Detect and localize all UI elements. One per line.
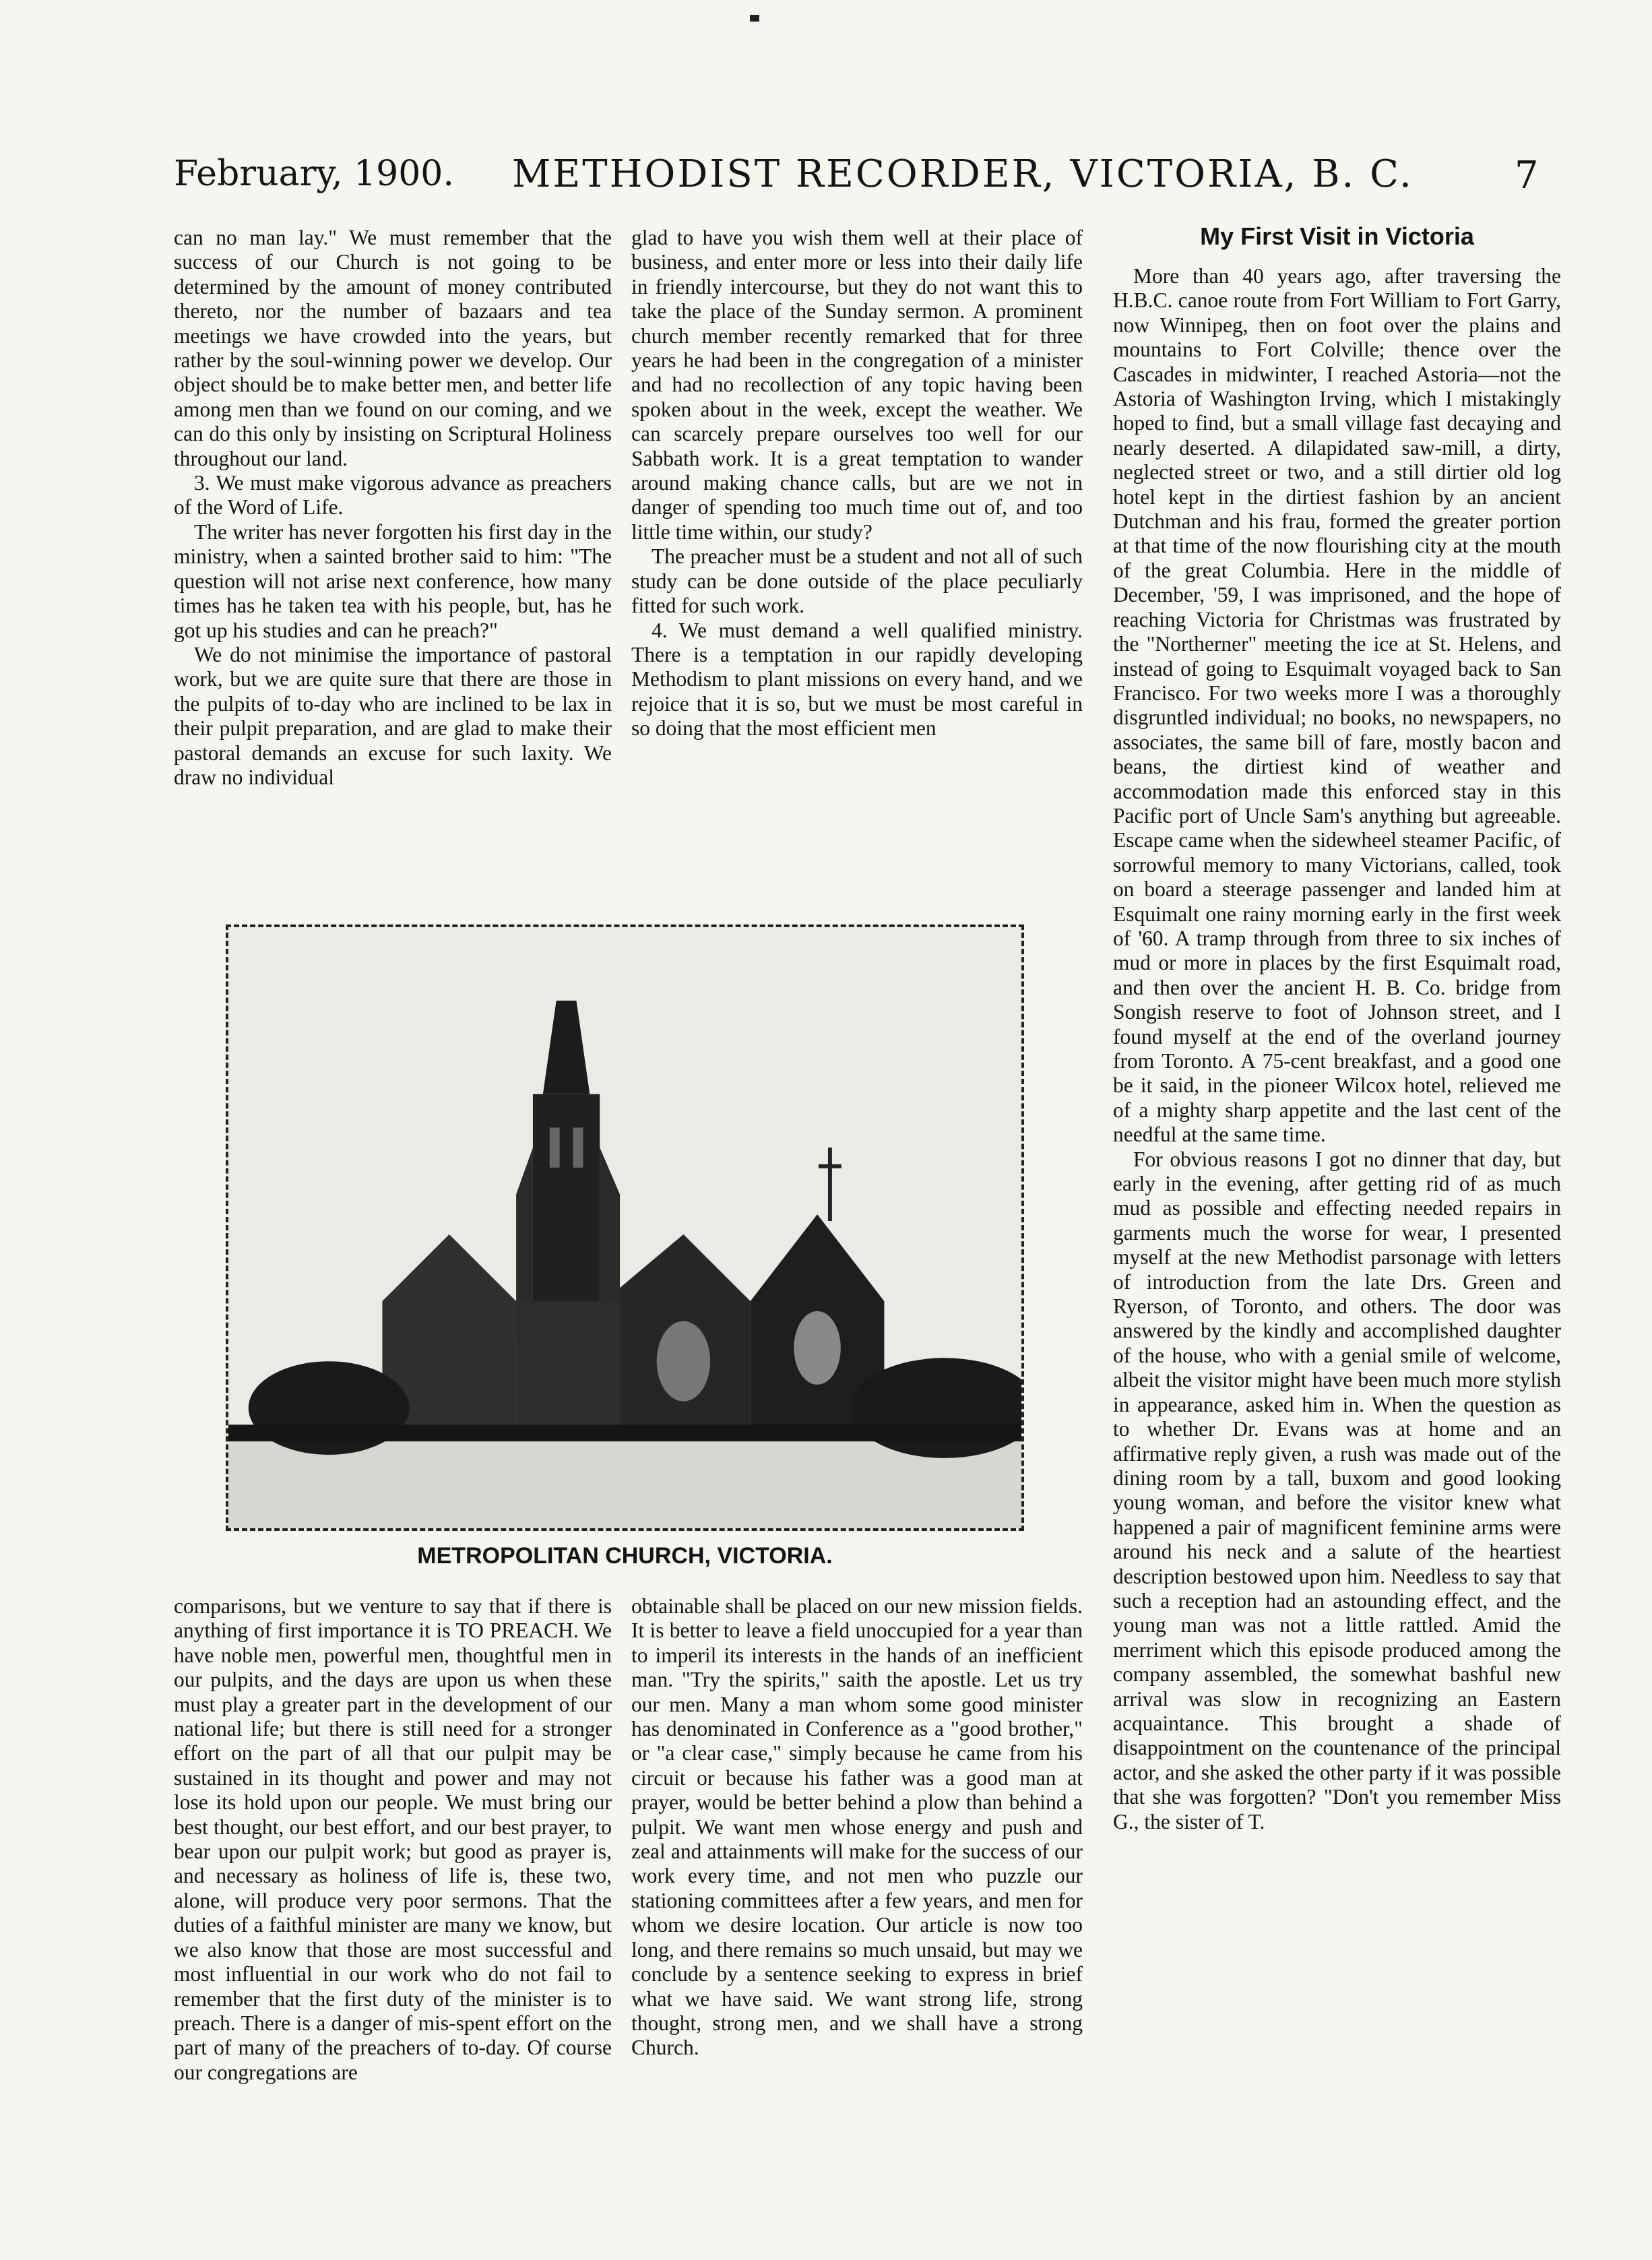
church-illustration bbox=[228, 927, 1021, 1528]
paragraph: 4. We must demand a well qualified ministry. There is a temptation in our rapidly developing Methodism to plant missions on every hand, and we rejoice that it is so, but we must be most careful in so doing that the most efficient men bbox=[631, 618, 1083, 741]
column-2-bottom bbox=[631, 1594, 1083, 2228]
church-photograph bbox=[226, 924, 1024, 1531]
column-2-top bbox=[631, 226, 1083, 889]
paragraph: glad to have you wish them well at their place of business, and enter more or less into their daily life in friendly intercourse, but they do not want this to take the place of the Sunday sermon. A prominent church member recently remarked that for three years he had been in the congregation of a minister and had no recollection of any topic having been spoken about in the week, except the weather. We can scarcely prepare ourselves too well for our Sabbath work. It is a great temptation to wander around making chance calls, but are we not in danger of spending too much time out of, and too little time within, our study? bbox=[631, 226, 1083, 544]
paragraph: For obvious reasons I got no dinner that day, but early in the evening, after getting rid of as much mud as possible and effecting needed repairs in garments much the worse for wear, I presented myself at the new Methodist parsonage with letters of introduction from the late Drs. Green and Ryerson, of Toronto, and others. The door was answered by the kindly and accomplished daughter of the house, who with a genial smile of welcome, albeit the visitor might have been much more stylish in appearance, asked him in. When the question as to whether Dr. Evans was at home and an affirmative reply given, a rush was made out of the dining room by a tall, buxom and good looking young woman, and before the visitor knew what happened a pair of magnificent feminine arms were around his neck and a salute of the heartiest description bestowed upon him. Needless to say that such a reception had an astounding effect, and the young man was not a little rattled. Amid the merriment which this episode produced among the company assembled, the somewhat bashful new arrival was slow in recognizing an Eastern acquaintance. This brought a shade of disappointment on the countenance of the principal actor, and she asked the other party if it was possible that she was forgotten? "Don't you remember Miss G., the sister of T. bbox=[1113, 1147, 1561, 1833]
page-header bbox=[0, 0, 1652, 202]
issue-date: February, 1900. bbox=[174, 154, 454, 194]
paragraph: More than 40 years ago, after traversing the H.B.C. canoe route from Fort William to Fort Garry, now Winnipeg, then on foot over the plains and mountains to Fort Colville; thence over the Cascades in midwinter, I reached Astoria—not the Astoria of Washington Irving, which I mistakingly hoped to find, but a small village fast decaying and nearly deserted. A dilapidated saw-mill, a dirty, neglected street or two, and a still dirtier old log hotel kept in the dirtiest fashion by an ancient Dutchman and his frau, formed the greater portion at that time of the now flourishing city at the mouth of the great Columbia. Here in the middle of December, '59, I was imprisoned, and the hope of reaching Victoria for Christmas was frustrated by the "Northerner" meeting the ice at St. Helens, and instead of going to Esquimalt voyaged back to San Francisco. For two weeks more I was a thoroughly disgruntled individual; no books, no newspapers, no associates, the same bill of fare, mostly bacon and beans, the dirtiest kind of weather and accommodation made this enforced stay in this Pacific port of Uncle Sam's anything but agreeable. Escape came when the sidewheel steamer Pacific, of sorrowful memory to many Victorians, called, took on board a steerage passenger and landed him at Esquimalt one rainy morning early in the first week of '60. A tramp through from three to six inches of mud or more in places by the first Esquimalt road, and then over the ancient H. B. Co. bridge from Songish reserve to foot of Johnson street, and I found myself at the end of the overland journey from Toronto. A 75-cent breakfast, and a good one be it said, in the pioneer Wilcox hotel, relieved me of a mighty sharp appetite and the last cent of the needful at the same time. bbox=[1113, 264, 1561, 1147]
print-mark bbox=[750, 15, 759, 22]
page-number: 7 bbox=[1515, 154, 1539, 197]
photo-caption: METROPOLITAN CHURCH, VICTORIA. bbox=[417, 1543, 833, 1569]
paragraph: can no man lay." We must remember that the success of our Church is not going to be determined by the amount of money contributed thereto, nor the number of bazaars and tea meetings we have crowded into the years, but rather by the soul-winning power we develop. Our object should be to make better men, and better life among men than we found on our coming, and we can do this only by insisting on Scriptural Holiness throughout our land. bbox=[174, 226, 612, 470]
column-1-bottom bbox=[174, 1594, 612, 2228]
column-1-top bbox=[174, 226, 612, 889]
paragraph: obtainable shall be placed on our new mission fields. It is better to leave a field unoccupied for a year than to imperil its interests in the hands of an inefficient man. "Try the spirits," saith the apostle. Let us try our men. Many a man whom some good minister has denominated in Conference as a "good brother," or "a clear case," simply because he came from his circuit or because his father was a good man at prayer, would be better behind a plow than behind a pulpit. We want men whose energy and push and zeal and attainments will make for the success of our work every time, and not men who puzzle our stationing committees after a few years, and men for whom we desire location. Our article is now too long, and there remains so much unsaid, but may we conclude by a sentence seeking to express in brief what we have said. We want strong life, strong thought, strong men, and we shall have a strong Church. bbox=[631, 1594, 1083, 2060]
paragraph: comparisons, but we venture to say that if there is anything of first importance it is TO PREACH. We have noble men, powerful men, thoughtful men in our pulpits, and the days are upon us when these must play a greater part in the development of our national life; but there is still need for a stronger effort on the part of all that our pulpit may be sustained in its thought and power and may not lose its hold upon our people. We must bring our best thought, our best effort, and our best prayer, to bear upon our pulpit work; but good as prayer is, and necessary as holiness of life is, these two, alone, will produce very poor sermons. That the duties of a faithful minister are many we know, but we also know that those are most successful and most influential in our work who do not fail to remember that the first duty of the minister is to preach. There is a danger of mis-spent effort on the part of many of the preachers of to-day. Of course our congregations are bbox=[174, 1594, 612, 2084]
paragraph: The preacher must be a student and not all of such study can be done outside of the place peculiarly fitted for such work. bbox=[631, 544, 1083, 618]
paragraph: 3. We must make vigorous advance as preachers of the Word of Life. bbox=[174, 471, 612, 520]
paragraph: We do not minimise the importance of pastoral work, but we are quite sure that there are those in the pulpits of to-day who are inclined to be lax in their pulpit preparation, and are glad to make their pastoral demands an excuse for such laxity. We draw no individual bbox=[174, 642, 612, 789]
article-heading: My First Visit in Victoria bbox=[1200, 222, 1474, 250]
column-3 bbox=[1113, 264, 1561, 2232]
paragraph: The writer has never forgotten his first day in the ministry, when a sainted brother said to him: "The question will not arise next conference, how many times has he taken tea with his people, but, has he got up his studies and can he preach?" bbox=[174, 520, 612, 642]
masthead-title: METHODIST RECORDER, VICTORIA, B. C. bbox=[512, 152, 1413, 196]
